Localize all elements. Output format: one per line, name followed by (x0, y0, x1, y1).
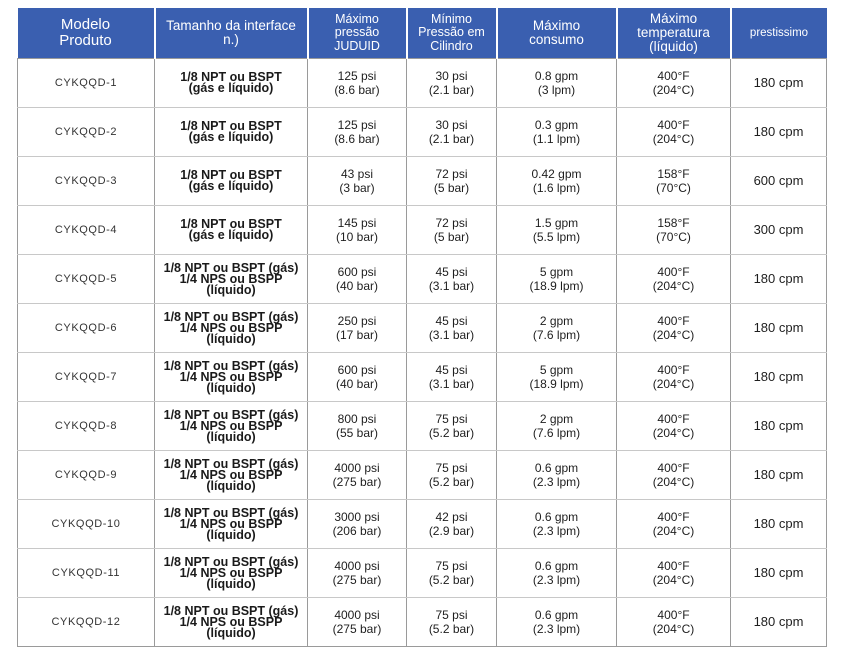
speed-cell: 600 cpm (731, 157, 827, 206)
max-pressure-cell-line: 800 psi (337, 412, 377, 426)
interface-cell-line: 1/8 NPT ou BSPT (gás) (163, 603, 299, 618)
table-row (18, 59, 827, 108)
interface-cell (155, 206, 308, 255)
min-pressure-cell-line: 30 psi (435, 69, 468, 83)
max-pressure-cell-line: (40 bar) (335, 377, 379, 391)
interface-cell (155, 157, 308, 206)
consumption-cell-line: 0.6 gpm (534, 559, 579, 573)
header-speed (731, 8, 827, 59)
table-row (18, 108, 827, 157)
interface-cell-line: 1/4 NPS ou BSPP (179, 565, 283, 580)
table-row (18, 206, 827, 255)
interface-cell-line: 1/8 NPT ou BSPT (gás) (163, 358, 299, 373)
consumption-cell-line: 0.6 gpm (534, 461, 579, 475)
model-cell: CYKQQD-4 (18, 206, 155, 255)
speed-cell: 180 cpm (731, 451, 827, 500)
temperature-cell (617, 108, 731, 157)
interface-cell (155, 598, 308, 647)
consumption-cell (497, 451, 617, 500)
temperature-cell-line: 400°F (657, 118, 690, 132)
interface-cell (155, 402, 308, 451)
consumption-cell-line: 5 gpm (539, 265, 574, 279)
max-pressure-cell (308, 598, 407, 647)
model-cell: CYKQQD-11 (18, 549, 155, 598)
interface-cell-line: (líquido) (206, 478, 256, 493)
header-label-line: consumo (529, 32, 584, 47)
max-pressure-cell (308, 451, 407, 500)
consumption-cell (497, 255, 617, 304)
temperature-cell (617, 451, 731, 500)
temperature-cell-line: 400°F (657, 412, 690, 426)
temperature-cell (617, 500, 731, 549)
speed-cell: 180 cpm (731, 108, 827, 157)
temperature-cell (617, 59, 731, 108)
max-pressure-cell-line: (3 bar) (339, 181, 375, 195)
consumption-cell-line: (2.3 lpm) (532, 524, 581, 538)
temperature-cell (617, 304, 731, 353)
max-pressure-cell-line: 4000 psi (334, 559, 380, 573)
interface-cell-line: (líquido) (206, 380, 256, 395)
header-label-line: n.) (223, 32, 239, 47)
min-pressure-cell-line: (2.1 bar) (428, 132, 475, 146)
model-cell: CYKQQD-12 (18, 598, 155, 647)
interface-cell-line: 1/4 NPS ou BSPP (179, 369, 283, 384)
interface-cell-line: 1/4 NPS ou BSPP (179, 271, 283, 286)
consumption-cell (497, 206, 617, 255)
interface-cell-line: 1/8 NPT ou BSPT (gás) (163, 554, 299, 569)
temperature-cell (617, 402, 731, 451)
temperature-cell (617, 157, 731, 206)
interface-cell-line: (gás e líquido) (188, 130, 274, 144)
min-pressure-cell (407, 402, 497, 451)
min-pressure-cell-line: (5 bar) (433, 181, 470, 195)
min-pressure-cell-line: (3.1 bar) (428, 279, 475, 293)
max-pressure-cell-line: (10 bar) (335, 230, 379, 244)
temperature-cell-line: 400°F (657, 510, 690, 524)
interface-cell-line: (gás e líquido) (188, 228, 274, 242)
speed-cell: 180 cpm (731, 402, 827, 451)
temperature-cell-line: (204°C) (652, 328, 695, 342)
interface-cell-line: 1/8 NPT ou BSPT (180, 217, 282, 231)
max-pressure-cell-line: 145 psi (337, 216, 377, 230)
interface-cell-line: 1/8 NPT ou BSPT (180, 119, 282, 133)
max-pressure-cell-line: (55 bar) (335, 426, 379, 440)
temperature-cell-line: (204°C) (652, 377, 695, 391)
max-pressure-cell-line: 125 psi (337, 118, 377, 132)
consumption-cell-line: 2 gpm (539, 412, 574, 426)
consumption-cell-line: (2.3 lpm) (532, 622, 581, 636)
table-row (18, 304, 827, 353)
consumption-cell-line: 0.3 gpm (534, 118, 579, 132)
header-max-consumption (497, 8, 617, 59)
max-pressure-cell-line: 4000 psi (334, 461, 380, 475)
consumption-cell-line: 0.6 gpm (534, 510, 579, 524)
interface-cell (155, 451, 308, 500)
max-pressure-cell (308, 255, 407, 304)
min-pressure-cell-line: (2.9 bar) (428, 524, 475, 538)
spec-table (17, 8, 827, 647)
header-label-line: Máximo (532, 17, 581, 33)
interface-cell (155, 59, 308, 108)
max-pressure-cell-line: 3000 psi (334, 510, 380, 524)
header-label-line: prestissimo (749, 26, 809, 39)
max-pressure-cell (308, 59, 407, 108)
consumption-cell (497, 59, 617, 108)
interface-cell-line: 1/8 NPT ou BSPT (gás) (163, 505, 299, 520)
min-pressure-cell (407, 451, 497, 500)
temperature-cell (617, 206, 731, 255)
min-pressure-cell-line: (5.2 bar) (428, 573, 475, 587)
consumption-cell-line: 0.42 gpm (531, 167, 582, 181)
consumption-cell-line: 0.8 gpm (534, 69, 579, 83)
header-label-line: Máximo (335, 12, 379, 27)
model-cell: CYKQQD-5 (18, 255, 155, 304)
interface-cell-line: (líquido) (206, 282, 256, 297)
header-model (18, 8, 155, 59)
min-pressure-cell-line: (3.1 bar) (428, 328, 475, 342)
table-row (18, 451, 827, 500)
min-pressure-cell-line: (5.2 bar) (428, 426, 475, 440)
interface-cell (155, 549, 308, 598)
temperature-cell-line: 400°F (657, 314, 690, 328)
consumption-cell-line: 2 gpm (539, 314, 574, 328)
interface-cell (155, 108, 308, 157)
header-label-line: Cilindro (430, 38, 473, 53)
consumption-cell (497, 108, 617, 157)
consumption-cell (497, 402, 617, 451)
model-cell: CYKQQD-9 (18, 451, 155, 500)
interface-cell-line: 1/8 NPT ou BSPT (gás) (163, 260, 299, 275)
header-min-cylinder-pressure (407, 8, 497, 59)
header-interface-size (155, 8, 308, 59)
max-pressure-cell-line: 43 psi (340, 167, 374, 181)
speed-cell: 180 cpm (731, 500, 827, 549)
table-body (18, 59, 827, 647)
interface-cell-line: (líquido) (206, 527, 256, 542)
model-cell: CYKQQD-7 (18, 353, 155, 402)
header-label-line: temperatura (637, 24, 710, 40)
max-pressure-cell-line: (275 bar) (332, 622, 382, 636)
speed-cell: 180 cpm (731, 353, 827, 402)
speed-cell: 180 cpm (731, 255, 827, 304)
interface-cell (155, 255, 308, 304)
consumption-cell-line: (18.9 lpm) (529, 279, 584, 293)
header-max-pressure (308, 8, 407, 59)
max-pressure-cell (308, 304, 407, 353)
max-pressure-cell (308, 549, 407, 598)
max-pressure-cell (308, 108, 407, 157)
max-pressure-cell (308, 402, 407, 451)
max-pressure-cell-line: (17 bar) (335, 328, 379, 342)
min-pressure-cell-line: (5.2 bar) (428, 622, 475, 636)
temperature-cell-line: (70°C) (656, 181, 691, 195)
interface-cell-line: (líquido) (206, 429, 256, 444)
temperature-cell-line: 400°F (657, 265, 690, 279)
consumption-cell (497, 157, 617, 206)
table-header (18, 8, 827, 59)
interface-cell-line: 1/8 NPT ou BSPT (gás) (163, 456, 299, 471)
min-pressure-cell-line: 75 psi (435, 412, 468, 426)
min-pressure-cell-line: (3.1 bar) (428, 377, 475, 391)
consumption-cell (497, 549, 617, 598)
interface-cell-line: (líquido) (206, 331, 256, 346)
min-pressure-cell-line: 75 psi (435, 608, 468, 622)
consumption-cell (497, 598, 617, 647)
interface-cell-line: 1/4 NPS ou BSPP (179, 467, 283, 482)
temperature-cell-line: 400°F (657, 559, 690, 573)
model-cell: CYKQQD-2 (18, 108, 155, 157)
header-label-line: pressão (334, 25, 380, 40)
speed-cell: 180 cpm (731, 59, 827, 108)
min-pressure-cell (407, 255, 497, 304)
max-pressure-cell-line: (8.6 bar) (334, 132, 380, 146)
min-pressure-cell (407, 598, 497, 647)
temperature-cell-line: (204°C) (652, 279, 695, 293)
model-cell: CYKQQD-8 (18, 402, 155, 451)
max-pressure-cell-line: (40 bar) (335, 279, 379, 293)
model-cell: CYKQQD-3 (18, 157, 155, 206)
speed-cell: 300 cpm (731, 206, 827, 255)
max-pressure-cell (308, 157, 407, 206)
table-row (18, 500, 827, 549)
consumption-cell-line: (5.5 lpm) (532, 230, 581, 244)
header-label-line: Tamanho da interface (166, 17, 296, 33)
min-pressure-cell (407, 157, 497, 206)
consumption-cell-line: (18.9 lpm) (529, 377, 584, 391)
header-label-line: Mínimo (431, 12, 472, 27)
interface-cell-line: (líquido) (206, 625, 256, 640)
table-row (18, 549, 827, 598)
header-label-line: Máximo (649, 10, 698, 26)
interface-cell-line: 1/8 NPT ou BSPT (180, 168, 282, 182)
temperature-cell-line: (204°C) (652, 622, 695, 636)
header-label-line: JUDUID (334, 38, 380, 53)
temperature-cell-line: (204°C) (652, 573, 695, 587)
temperature-cell-line: (204°C) (652, 426, 695, 440)
model-cell: CYKQQD-10 (18, 500, 155, 549)
temperature-cell-line: 158°F (657, 216, 690, 230)
consumption-cell-line: (7.6 lpm) (532, 328, 581, 342)
interface-cell-line: 1/4 NPS ou BSPP (179, 320, 283, 335)
min-pressure-cell-line: 42 psi (435, 510, 468, 524)
header-label-line: Modelo (60, 16, 111, 34)
header-row (18, 8, 827, 59)
model-cell: CYKQQD-6 (18, 304, 155, 353)
min-pressure-cell (407, 304, 497, 353)
header-label-line: Produto (59, 32, 112, 49)
temperature-cell (617, 353, 731, 402)
min-pressure-cell (407, 500, 497, 549)
temperature-cell-line: 400°F (657, 608, 690, 622)
max-pressure-cell-line: (275 bar) (332, 573, 382, 587)
min-pressure-cell-line: 75 psi (435, 559, 468, 573)
min-pressure-cell-line: 30 psi (435, 118, 468, 132)
header-max-temperature (617, 8, 731, 59)
temperature-cell (617, 598, 731, 647)
table-row (18, 402, 827, 451)
min-pressure-cell (407, 206, 497, 255)
min-pressure-cell-line: 45 psi (435, 314, 468, 328)
temperature-cell-line: (204°C) (652, 475, 695, 489)
interface-cell-line: 1/8 NPT ou BSPT (gás) (163, 309, 299, 324)
min-pressure-cell-line: 75 psi (435, 461, 468, 475)
interface-cell-line: 1/8 NPT ou BSPT (gás) (163, 407, 299, 422)
max-pressure-cell-line: 125 psi (337, 69, 377, 83)
consumption-cell (497, 304, 617, 353)
max-pressure-cell-line: (206 bar) (332, 524, 382, 538)
interface-cell-line: (líquido) (206, 576, 256, 591)
max-pressure-cell (308, 353, 407, 402)
temperature-cell (617, 549, 731, 598)
consumption-cell-line: 1.5 gpm (534, 216, 579, 230)
temperature-cell-line: (70°C) (656, 230, 691, 244)
interface-cell-line: 1/4 NPS ou BSPP (179, 516, 283, 531)
table-row (18, 157, 827, 206)
speed-cell: 180 cpm (731, 304, 827, 353)
min-pressure-cell-line: (2.1 bar) (428, 83, 475, 97)
max-pressure-cell-line: 4000 psi (334, 608, 380, 622)
consumption-cell-line: (2.3 lpm) (532, 573, 581, 587)
interface-cell-line: (gás e líquido) (188, 179, 274, 193)
max-pressure-cell (308, 500, 407, 549)
consumption-cell (497, 353, 617, 402)
min-pressure-cell (407, 549, 497, 598)
min-pressure-cell-line: 45 psi (435, 363, 468, 377)
max-pressure-cell (308, 206, 407, 255)
temperature-cell-line: 158°F (657, 167, 690, 181)
min-pressure-cell (407, 353, 497, 402)
model-cell: CYKQQD-1 (18, 59, 155, 108)
min-pressure-cell-line: (5 bar) (433, 230, 470, 244)
temperature-cell-line: (204°C) (652, 83, 695, 97)
min-pressure-cell-line: (5.2 bar) (428, 475, 475, 489)
interface-cell-line: (gás e líquido) (188, 81, 274, 95)
temperature-cell (617, 255, 731, 304)
consumption-cell-line: 0.6 gpm (534, 608, 579, 622)
interface-cell (155, 353, 308, 402)
interface-cell (155, 304, 308, 353)
temperature-cell-line: (204°C) (652, 132, 695, 146)
max-pressure-cell-line: 250 psi (337, 314, 377, 328)
consumption-cell-line: (1.6 lpm) (532, 181, 581, 195)
min-pressure-cell-line: 72 psi (435, 216, 468, 230)
consumption-cell-line: (7.6 lpm) (532, 426, 581, 440)
speed-cell: 180 cpm (731, 549, 827, 598)
min-pressure-cell-line: 72 psi (435, 167, 468, 181)
temperature-cell-line: 400°F (657, 461, 690, 475)
header-label-line: Pressão em (418, 25, 485, 40)
interface-cell-line: 1/4 NPS ou BSPP (179, 418, 283, 433)
min-pressure-cell-line: 45 psi (435, 265, 468, 279)
max-pressure-cell-line: (8.6 bar) (334, 83, 380, 97)
max-pressure-cell-line: (275 bar) (332, 475, 382, 489)
temperature-cell-line: (204°C) (652, 524, 695, 538)
temperature-cell-line: 400°F (657, 363, 690, 377)
interface-cell-line: 1/8 NPT ou BSPT (180, 70, 282, 84)
max-pressure-cell-line: 600 psi (337, 363, 377, 377)
table-row (18, 353, 827, 402)
consumption-cell-line: 5 gpm (539, 363, 574, 377)
table-row (18, 255, 827, 304)
consumption-cell-line: (1.1 lpm) (532, 132, 581, 146)
temperature-cell-line: 400°F (657, 69, 690, 83)
consumption-cell-line: (3 lpm) (537, 83, 576, 97)
consumption-cell (497, 500, 617, 549)
interface-cell (155, 500, 308, 549)
min-pressure-cell (407, 59, 497, 108)
consumption-cell-line: (2.3 lpm) (532, 475, 581, 489)
header-label-line: (líquido) (649, 39, 698, 55)
table-row (18, 598, 827, 647)
interface-cell-line: 1/4 NPS ou BSPP (179, 614, 283, 629)
min-pressure-cell (407, 108, 497, 157)
speed-cell: 180 cpm (731, 598, 827, 647)
max-pressure-cell-line: 600 psi (337, 265, 377, 279)
